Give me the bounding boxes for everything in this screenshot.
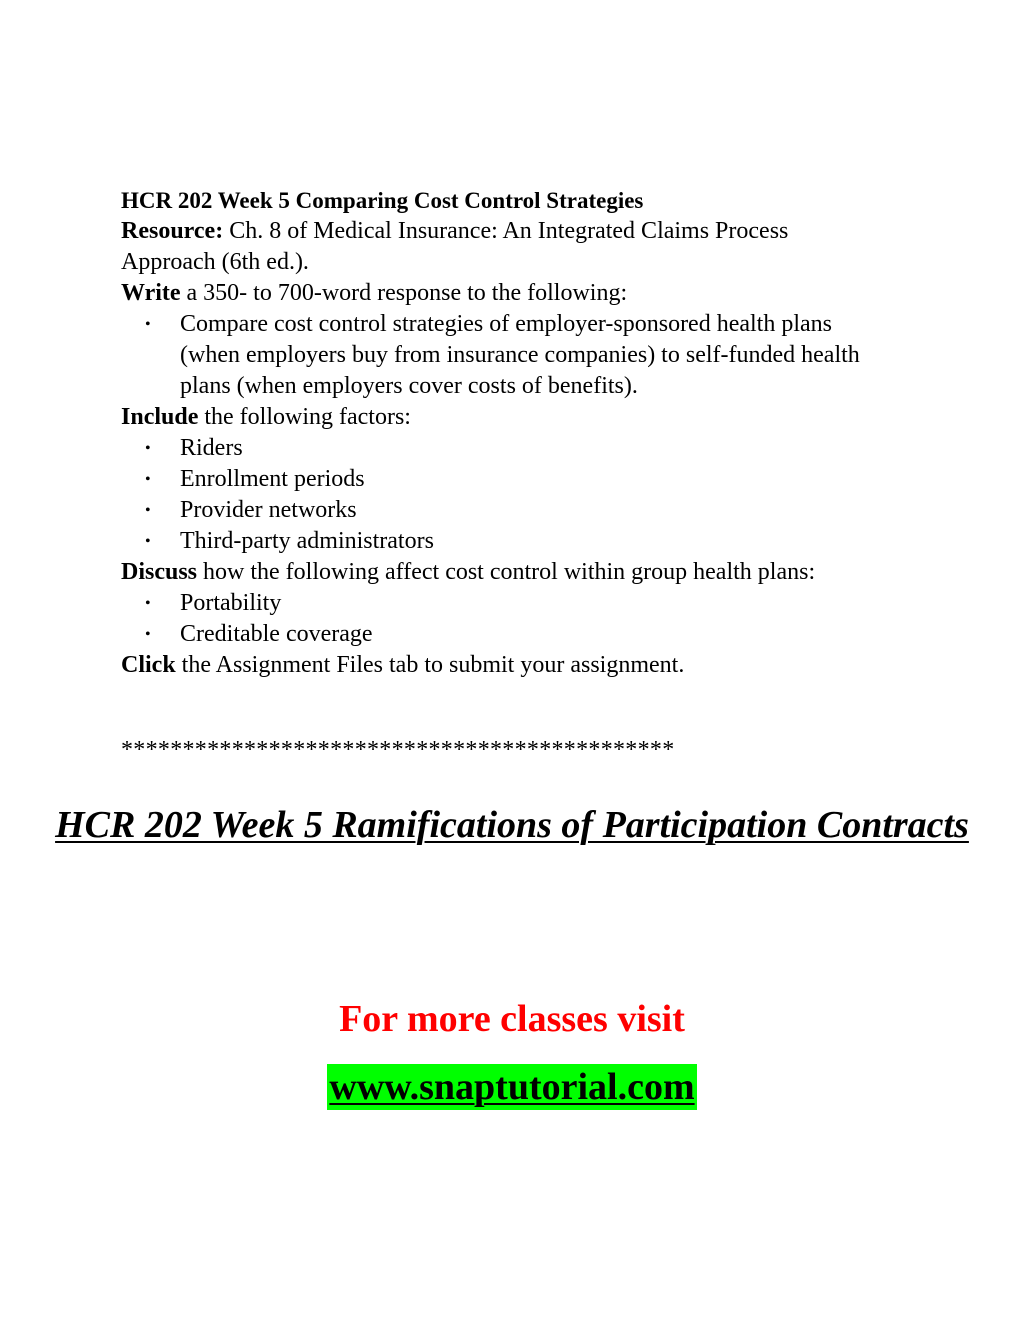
- list-item-text: Compare cost control strategies of employer-sponsored health plans (when employers buy from insurance companies) to self-funded health plans (when employers cover costs of benefits).: [180, 311, 860, 399]
- list-item-text: Riders: [180, 435, 243, 461]
- list-item-text: Enrollment periods: [180, 466, 365, 492]
- discuss-text: how the following affect cost control within group health plans:: [197, 559, 816, 585]
- bullet-icon: •: [145, 440, 151, 457]
- list-item-text: Third-party administrators: [180, 528, 434, 554]
- list-item: [145, 588, 911, 619]
- promo-label: For more classes visit: [339, 998, 685, 1040]
- separator: *********************************************: [121, 737, 675, 763]
- bullet-icon: •: [145, 533, 151, 550]
- include-text: the following factors:: [198, 404, 411, 430]
- discuss-label: Discuss: [121, 559, 198, 585]
- click-text: the Assignment Files tab to submit your assignment.: [175, 652, 685, 678]
- list-item-text: Provider networks: [180, 497, 357, 523]
- resource-label: Resource:: [121, 218, 224, 244]
- click-label: Click: [121, 652, 176, 678]
- include-line: [121, 402, 911, 433]
- bullet-icon: •: [145, 316, 151, 333]
- list-item: [145, 495, 911, 526]
- list-item: [145, 464, 911, 495]
- discuss-list: [121, 588, 911, 650]
- click-line: [121, 650, 911, 681]
- include-list: [121, 433, 911, 557]
- bullet-icon: •: [145, 595, 151, 612]
- list-item: [145, 309, 860, 402]
- website-link[interactable]: www.snaptutorial.com: [329, 1066, 695, 1108]
- bullet-icon: •: [145, 471, 151, 488]
- list-item-text: Portability: [180, 590, 282, 616]
- assignment-title: HCR 202 Week 5 Comparing Cost Control Strategies: [121, 188, 644, 213]
- write-list: [121, 309, 911, 402]
- promo-text: [0, 995, 1024, 1043]
- bullet-icon: •: [145, 502, 151, 519]
- assignment-body: [121, 185, 911, 681]
- list-item: [145, 433, 911, 464]
- write-text: a 350- to 700-word response to the following:: [180, 280, 628, 306]
- list-item-text: Creditable coverage: [180, 621, 373, 647]
- list-item: [145, 619, 911, 650]
- resource-text-1: Ch. 8 of Medical Insurance: An Integrated Claims Process: [223, 218, 789, 244]
- resource-line-1: [121, 216, 911, 247]
- next-assignment-heading[interactable]: HCR 202 Week 5 Ramifications of Participation Contracts: [55, 804, 969, 846]
- write-label: Write: [121, 280, 181, 306]
- bullet-icon: •: [145, 626, 151, 643]
- write-line: [121, 278, 911, 309]
- link-container: [0, 1064, 1024, 1110]
- list-item: [145, 526, 911, 557]
- resource-line-2: Approach (6th ed.).: [121, 249, 309, 275]
- discuss-line: [121, 557, 911, 588]
- include-label: Include: [121, 404, 199, 430]
